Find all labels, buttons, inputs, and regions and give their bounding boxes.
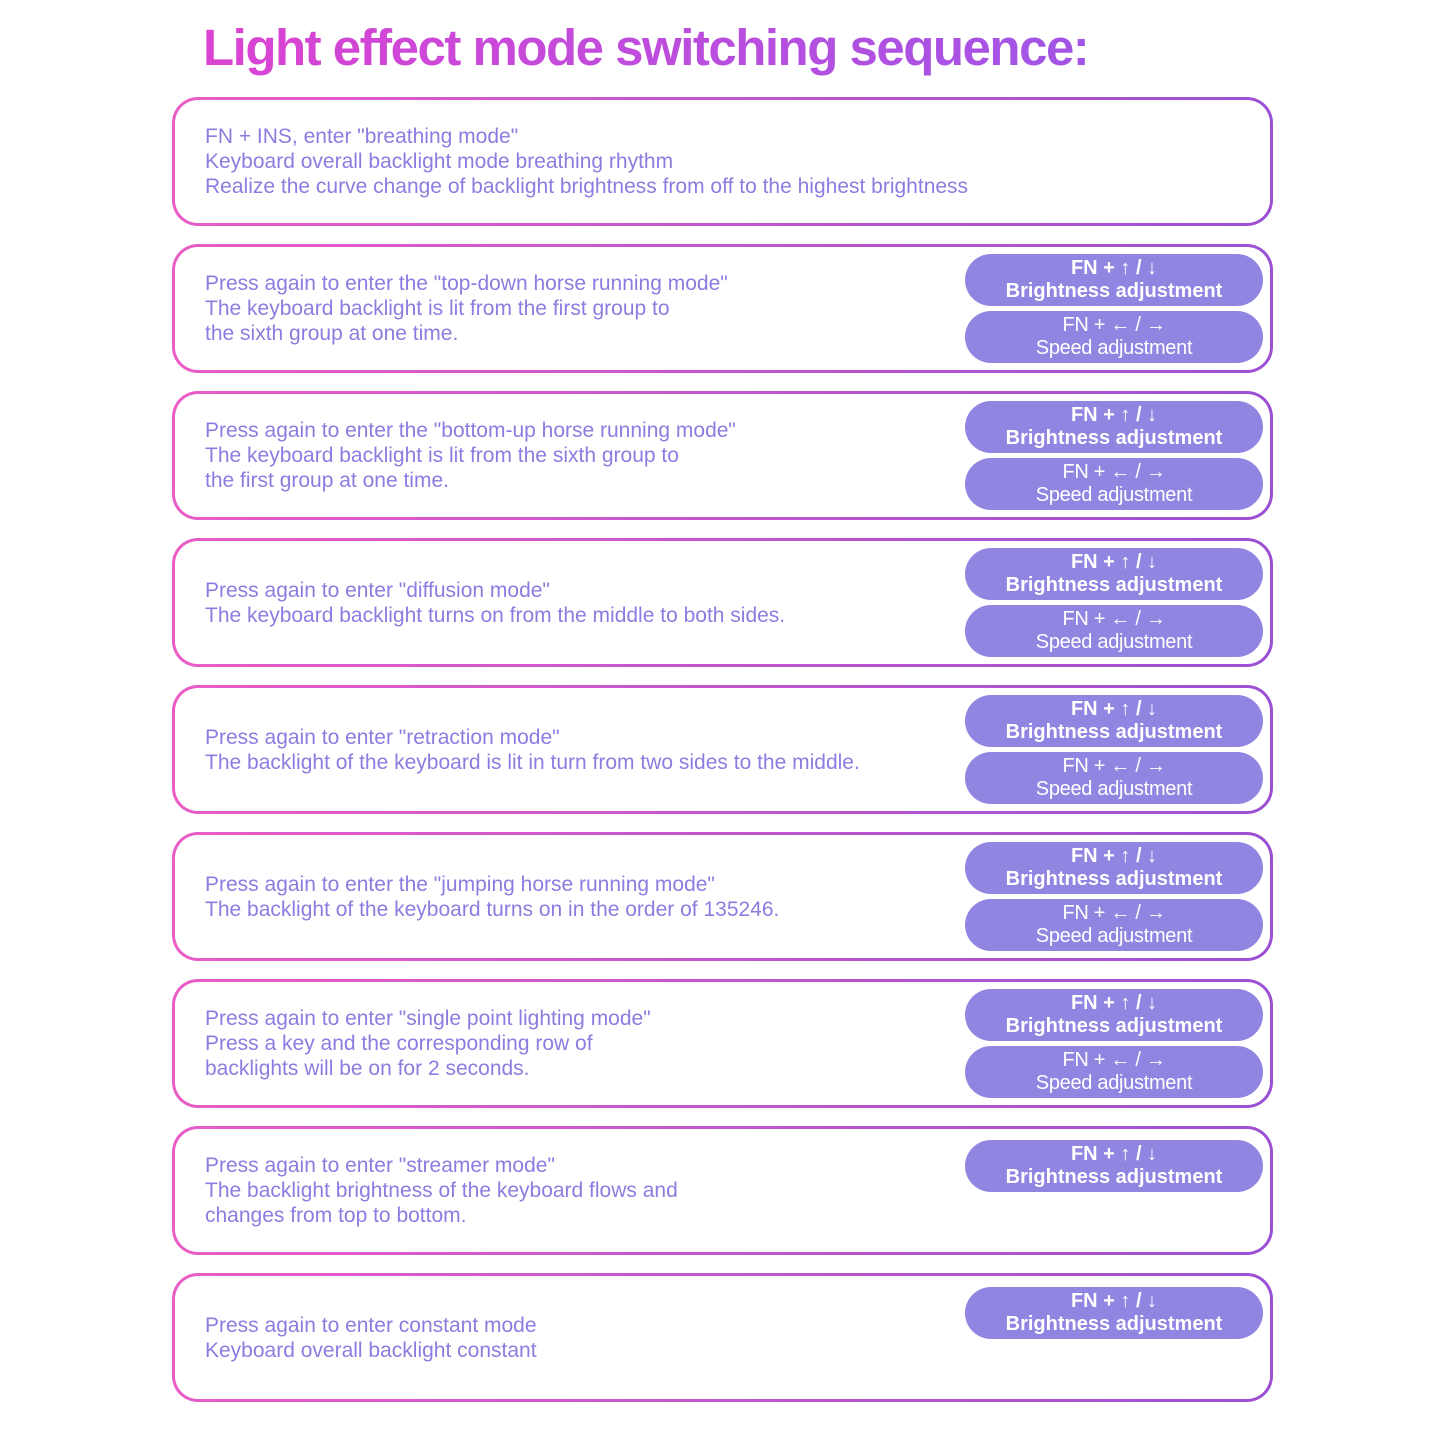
brightness-shortcut-keys: FN + ↑ / ↓: [1070, 992, 1158, 1014]
speed-shortcut-label: Speed adjustment: [1035, 778, 1193, 800]
shortcut-pill-group: [965, 394, 1263, 517]
mode-box-body: [175, 394, 1270, 517]
brightness-adjustment-pill: [965, 1140, 1263, 1192]
mode-box-8: [172, 1126, 1273, 1255]
mode-box-4: [172, 538, 1273, 667]
mode-box-body: [175, 835, 1270, 958]
mode-box-6: [172, 832, 1273, 961]
brightness-shortcut-keys: FN + ↑ / ↓: [1070, 1290, 1158, 1312]
brightness-adjustment-pill: [965, 695, 1263, 747]
shortcut-pill-group: [965, 1129, 1263, 1252]
brightness-shortcut-label: Brightness adjustment: [1005, 868, 1223, 890]
speed-adjustment-pill: [965, 1046, 1263, 1098]
mode-box-body: [175, 1276, 1270, 1399]
shortcut-pill-group: [965, 688, 1263, 811]
shortcut-pill-group: [965, 982, 1263, 1105]
mode-box-body: [175, 982, 1270, 1105]
description-line: The backlight of the keyboard is lit in turn from two sides to the middle.: [205, 750, 860, 774]
shortcut-pill-group: [965, 1276, 1263, 1399]
description-line: The backlight of the keyboard turns on in the order of 135246.: [205, 897, 780, 921]
speed-shortcut-keys: FN + ← / →: [1062, 608, 1166, 630]
brightness-adjustment-pill: [965, 254, 1263, 306]
speed-adjustment-pill: [965, 899, 1263, 951]
brightness-shortcut-keys: FN + ↑ / ↓: [1070, 257, 1158, 279]
description-line: Press again to enter the "bottom-up horse running mode": [205, 419, 736, 442]
brightness-shortcut-label: Brightness adjustment: [1005, 427, 1223, 449]
mode-description: [175, 835, 779, 958]
mode-description: [175, 247, 728, 370]
mode-box-9: [172, 1273, 1273, 1402]
description-line: Press again to enter "single point lighting mode": [205, 1007, 651, 1030]
brightness-shortcut-keys: FN + ↑ / ↓: [1070, 551, 1158, 573]
description-line: Press again to enter the "top-down horse running mode": [205, 272, 728, 295]
mode-box-3: [172, 391, 1273, 520]
mode-description: [175, 100, 968, 223]
mode-box-7: [172, 979, 1273, 1108]
description-line: The backlight brightness of the keyboard flows and: [205, 1179, 678, 1202]
mode-description: [175, 1276, 537, 1399]
speed-shortcut-label: Speed adjustment: [1035, 484, 1193, 506]
brightness-shortcut-keys: FN + ↑ / ↓: [1070, 698, 1158, 720]
shortcut-pill-group: [965, 247, 1263, 370]
speed-adjustment-pill: [965, 311, 1263, 363]
brightness-adjustment-pill: [965, 548, 1263, 600]
description-line: Press again to enter the "jumping horse running mode": [205, 872, 715, 896]
brightness-shortcut-keys: FN + ↑ / ↓: [1070, 845, 1158, 867]
description-line: Keyboard overall backlight constant: [205, 1338, 537, 1362]
description-line: FN + INS, enter "breathing mode": [205, 125, 519, 148]
description-line: The keyboard backlight is lit from the first group to: [205, 297, 670, 320]
brightness-adjustment-pill: [965, 401, 1263, 453]
description-line: Press again to enter "streamer mode": [205, 1154, 555, 1177]
mode-description: [175, 541, 785, 664]
brightness-shortcut-label: Brightness adjustment: [1005, 1166, 1223, 1188]
description-line: Press again to enter "retraction mode": [205, 725, 560, 749]
brightness-shortcut-label: Brightness adjustment: [1005, 1313, 1223, 1335]
brightness-adjustment-pill: [965, 989, 1263, 1041]
speed-shortcut-label: Speed adjustment: [1035, 925, 1193, 947]
description-line: Press again to enter "diffusion mode": [205, 578, 550, 602]
page-title: Light effect mode switching sequence:: [203, 19, 1089, 76]
mode-description: [175, 394, 736, 517]
speed-shortcut-label: Speed adjustment: [1035, 1072, 1193, 1094]
description-line: Press a key and the corresponding row of: [205, 1032, 593, 1055]
brightness-shortcut-label: Brightness adjustment: [1005, 574, 1223, 596]
speed-shortcut-keys: FN + ← / →: [1062, 314, 1166, 336]
description-line: Keyboard overall backlight mode breathing rhythm: [205, 150, 674, 173]
speed-adjustment-pill: [965, 752, 1263, 804]
mode-box-body: [175, 688, 1270, 811]
mode-box-list: [172, 97, 1273, 1420]
description-line: The keyboard backlight turns on from the middle to both sides.: [205, 603, 786, 627]
speed-shortcut-label: Speed adjustment: [1035, 337, 1193, 359]
speed-adjustment-pill: [965, 605, 1263, 657]
mode-box-2: [172, 244, 1273, 373]
brightness-adjustment-pill: [965, 842, 1263, 894]
mode-box-1: [172, 97, 1273, 226]
speed-shortcut-keys: FN + ← / →: [1062, 461, 1166, 483]
brightness-shortcut-label: Brightness adjustment: [1005, 280, 1223, 302]
mode-description: [175, 688, 860, 811]
speed-shortcut-label: Speed adjustment: [1035, 631, 1193, 653]
description-line: the first group at one time.: [205, 469, 449, 492]
shortcut-pill-group: [965, 835, 1263, 958]
mode-box-body: [175, 541, 1270, 664]
mode-box-5: [172, 685, 1273, 814]
brightness-shortcut-keys: FN + ↑ / ↓: [1070, 1143, 1158, 1165]
brightness-adjustment-pill: [965, 1287, 1263, 1339]
shortcut-pill-group: [965, 541, 1263, 664]
description-line: changes from top to bottom.: [205, 1204, 467, 1227]
speed-adjustment-pill: [965, 458, 1263, 510]
brightness-shortcut-label: Brightness adjustment: [1005, 721, 1223, 743]
description-line: the sixth group at one time.: [205, 322, 459, 345]
mode-description: [175, 1129, 678, 1252]
speed-shortcut-keys: FN + ← / →: [1062, 902, 1166, 924]
brightness-shortcut-label: Brightness adjustment: [1005, 1015, 1223, 1037]
description-line: backlights will be on for 2 seconds.: [205, 1057, 530, 1080]
speed-shortcut-keys: FN + ← / →: [1062, 1049, 1166, 1071]
mode-box-body: [175, 247, 1270, 370]
mode-box-body: [175, 1129, 1270, 1252]
mode-description: [175, 982, 651, 1105]
description-line: Press again to enter constant mode: [205, 1313, 537, 1337]
description-line: Realize the curve change of backlight brightness from off to the highest brightness: [205, 175, 969, 198]
mode-box-body: [175, 100, 1270, 223]
speed-shortcut-keys: FN + ← / →: [1062, 755, 1166, 777]
description-line: The keyboard backlight is lit from the sixth group to: [205, 444, 679, 467]
brightness-shortcut-keys: FN + ↑ / ↓: [1070, 404, 1158, 426]
